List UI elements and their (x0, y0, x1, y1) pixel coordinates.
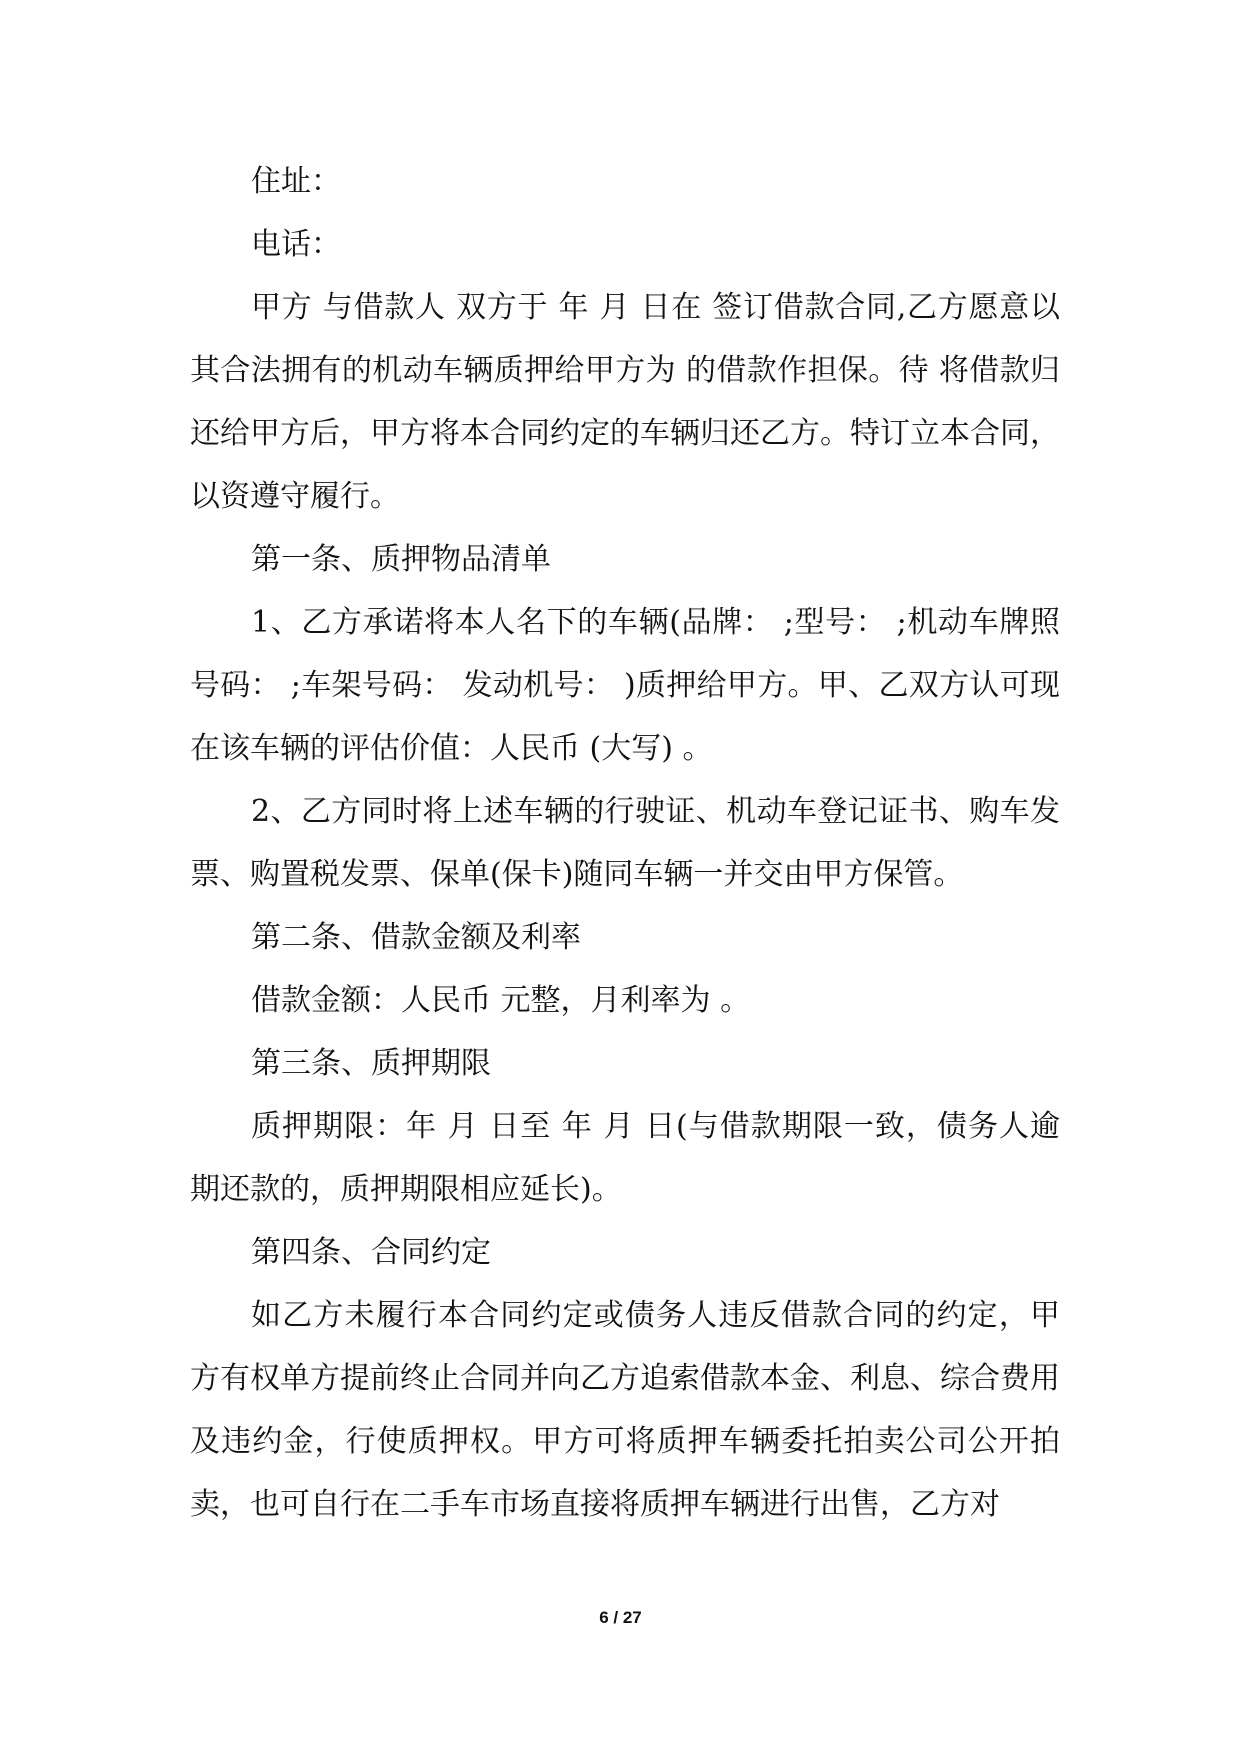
paragraph-article-1-item-1: 1、乙方承诺将本人名下的车辆(品牌： ;型号： ;机动车牌照号码： ;车架号码： 发动机号： )质押给甲方。甲、乙双方认可现在该车辆的评估价值：人民币 (大写) 。 (190, 605, 1060, 766)
paragraph-phone: 电话： (251, 227, 341, 262)
paragraph-loan-amount: 借款金额：人民币 元整，月利率为 。 (251, 983, 751, 1018)
document-body (190, 150, 1060, 1536)
paragraph-pledge-term: 质押期限：年 月 日至 年 月 日(与借款期限一致，债务人逾期还款的，质押期限相应延长)。 (190, 1109, 1060, 1207)
heading-article-1: 第一条、质押物品清单 (251, 542, 551, 577)
heading-article-4: 第四条、合同约定 (251, 1235, 491, 1270)
paragraph-preamble: 甲方 与借款人 双方于 年 月 日在 签订借款合同,乙方愿意以其合法拥有的机动车辆质押给甲方为 的借款作担保。待 将借款归还给甲方后，甲方将本合同约定的车辆归还乙方。特订立本合同，以资遵守履行。 (190, 290, 1060, 514)
paragraph-contract-terms: 如乙方未履行本合同约定或债务人违反借款合同的约定，甲方有权单方提前终止合同并向乙方追索借款本金、利息、综合费用及违约金，行使质押权。甲方可将质押车辆委托拍卖公司公开拍卖，也可自行在二手车市场直接将质押车辆进行出售，乙方对 (190, 1298, 1060, 1522)
paragraph-address: 住址： (251, 164, 341, 199)
page-number: 6 / 27 (599, 1608, 642, 1627)
paragraph-article-1-item-2: 2、乙方同时将上述车辆的行驶证、机动车登记证书、购车发票、购置税发票、保单(保卡)随同车辆一并交由甲方保管。 (190, 794, 1060, 892)
heading-article-2: 第二条、借款金额及利率 (251, 920, 581, 955)
heading-article-3: 第三条、质押期限 (251, 1046, 491, 1081)
